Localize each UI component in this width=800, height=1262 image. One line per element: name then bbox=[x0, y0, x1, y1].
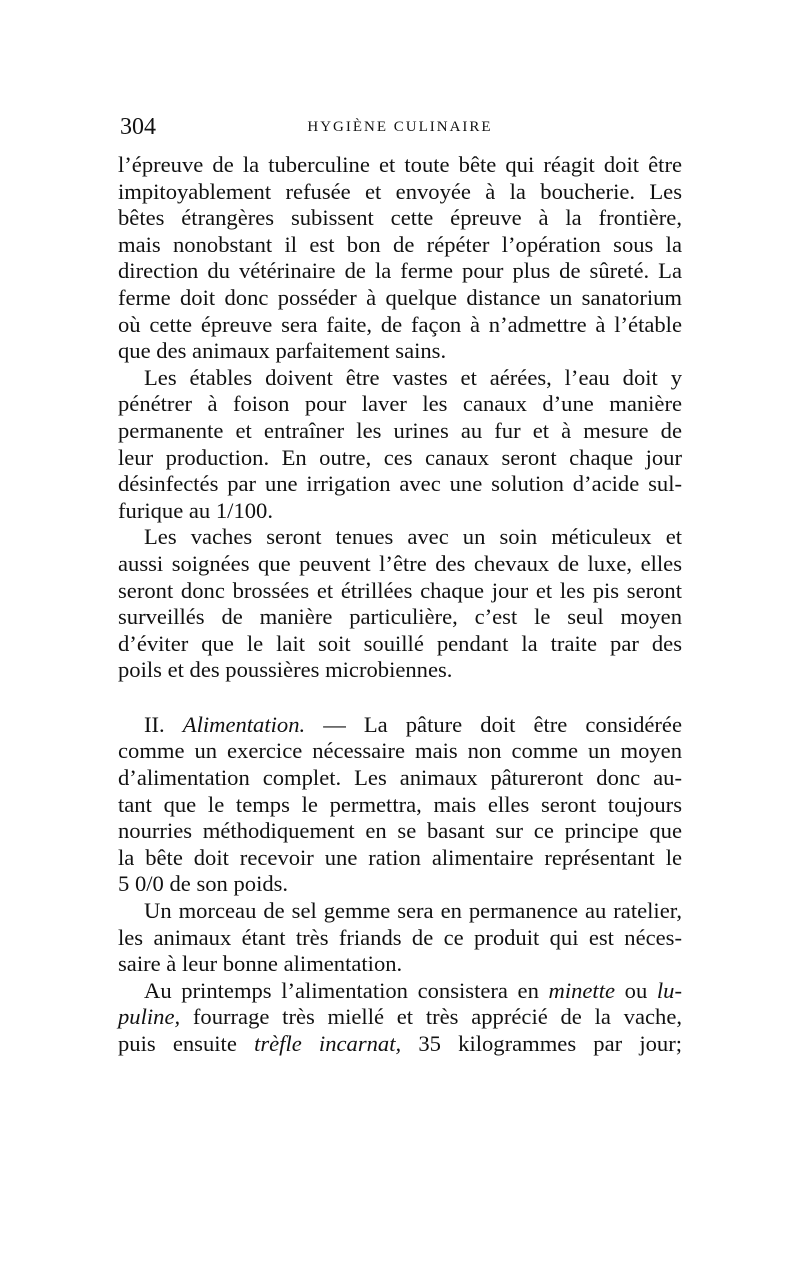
text-line: pénétrer à foison pour laver les canaux d’une manière bbox=[118, 391, 682, 417]
text-line: ferme doit donc posséder à quelque distance un sanatorium bbox=[118, 284, 682, 310]
italic-term: lu- bbox=[656, 977, 682, 1003]
text-line: l’épreuve de la tuberculine et toute bête qui réagit doit être bbox=[118, 152, 682, 177]
text-line: mais nonobstant il est bon de répéter l’opération sous la bbox=[118, 231, 682, 257]
text-line: les animaux étant très friands de ce produit qui est néces- bbox=[118, 924, 682, 950]
paragraph-spring-feeding bbox=[118, 978, 682, 1058]
text-line: que des animaux parfaitement sains. bbox=[118, 338, 447, 364]
running-head bbox=[118, 112, 682, 142]
section-number: II. bbox=[144, 711, 165, 737]
text-line bbox=[118, 1031, 682, 1058]
text-line: leur production. En outre, ces canaux seront chaque jour bbox=[118, 444, 682, 470]
paragraph-salt bbox=[118, 898, 682, 978]
text-line: permanente et entraîner les urines au fur et à mesure de bbox=[118, 417, 682, 443]
text-fragment: — La pâture doit être considérée bbox=[323, 711, 682, 737]
italic-term: puline, bbox=[118, 1004, 181, 1030]
text-line: bêtes étrangères subissent cette épreuve à la frontière, bbox=[118, 205, 682, 231]
text-line: furique au 1/100. bbox=[118, 497, 273, 523]
text-line bbox=[118, 978, 682, 1005]
text-line: impitoyablement refusée et envoyée à la boucherie. Les bbox=[118, 178, 682, 204]
paragraph-tuberculin-test bbox=[118, 152, 682, 365]
text-fragment: ou bbox=[624, 977, 648, 1003]
text-line: désinfectés par une irrigation avec une solution d’acide sul- bbox=[118, 471, 682, 497]
text-fragment: 35 kilogrammes par jour; bbox=[418, 1031, 683, 1056]
text-line: surveillés de manière particulière, c’est le seul moyen bbox=[118, 604, 682, 630]
section-title: Alimentation. bbox=[182, 711, 306, 737]
text-line: seront donc brossées et étrillées chaque jour et les pis seront bbox=[118, 577, 682, 603]
text-line: Un morceau de sel gemme sera en permanence au ratelier, bbox=[144, 898, 682, 924]
text-line: la bête doit recevoir une ration alimentaire représentant le bbox=[118, 844, 682, 870]
book-page bbox=[118, 112, 682, 1058]
italic-term: trèfle incarnat, bbox=[254, 1031, 402, 1056]
text-line: tant que le temps le permettra, mais elles seront toujours bbox=[118, 791, 682, 817]
text-line bbox=[118, 1004, 682, 1031]
text-line: Les étables doivent être vastes et aérées, l’eau doit y bbox=[144, 364, 682, 390]
text-line: d’alimentation complet. Les animaux pâtureront donc au- bbox=[118, 765, 682, 791]
paragraph-stables bbox=[118, 365, 682, 525]
text-fragment: fourrage très miellé et très apprécié de la vache, bbox=[192, 1004, 682, 1030]
text-line: d’éviter que le lait soit souillé pendant la traite par des bbox=[118, 630, 682, 656]
page-number: 304 bbox=[120, 114, 156, 140]
text-line: poils et des poussières microbiennes. bbox=[118, 657, 453, 683]
section-alimentation bbox=[118, 712, 682, 898]
section-heading-line bbox=[118, 712, 682, 739]
text-line: où cette épreuve sera faite, de façon à n’admettre à l’étable bbox=[118, 311, 682, 337]
text-fragment: puis ensuite bbox=[118, 1031, 237, 1056]
text-line: 5 0/0 de son poids. bbox=[118, 871, 289, 897]
text-line: nourries méthodiquement en se basant sur ce principe que bbox=[118, 818, 682, 844]
text-line: direction du vétérinaire de la ferme pour plus de sûreté. La bbox=[118, 258, 682, 284]
running-title: HYGIÈNE CULINAIRE bbox=[307, 119, 493, 135]
italic-term: minette bbox=[548, 977, 616, 1003]
text-line: aussi soignées que peuvent l’être des chevaux de luxe, elles bbox=[118, 550, 682, 576]
text-line: comme un exercice nécessaire mais non comme un moyen bbox=[118, 738, 682, 764]
section-spacer bbox=[118, 684, 682, 712]
paragraph-cow-care bbox=[118, 524, 682, 684]
text-line: Les vaches seront tenues avec un soin méticuleux et bbox=[144, 524, 682, 550]
text-fragment: Au printemps l’alimentation consistera en bbox=[144, 977, 539, 1003]
text-line: saire à leur bonne alimentation. bbox=[118, 951, 403, 977]
